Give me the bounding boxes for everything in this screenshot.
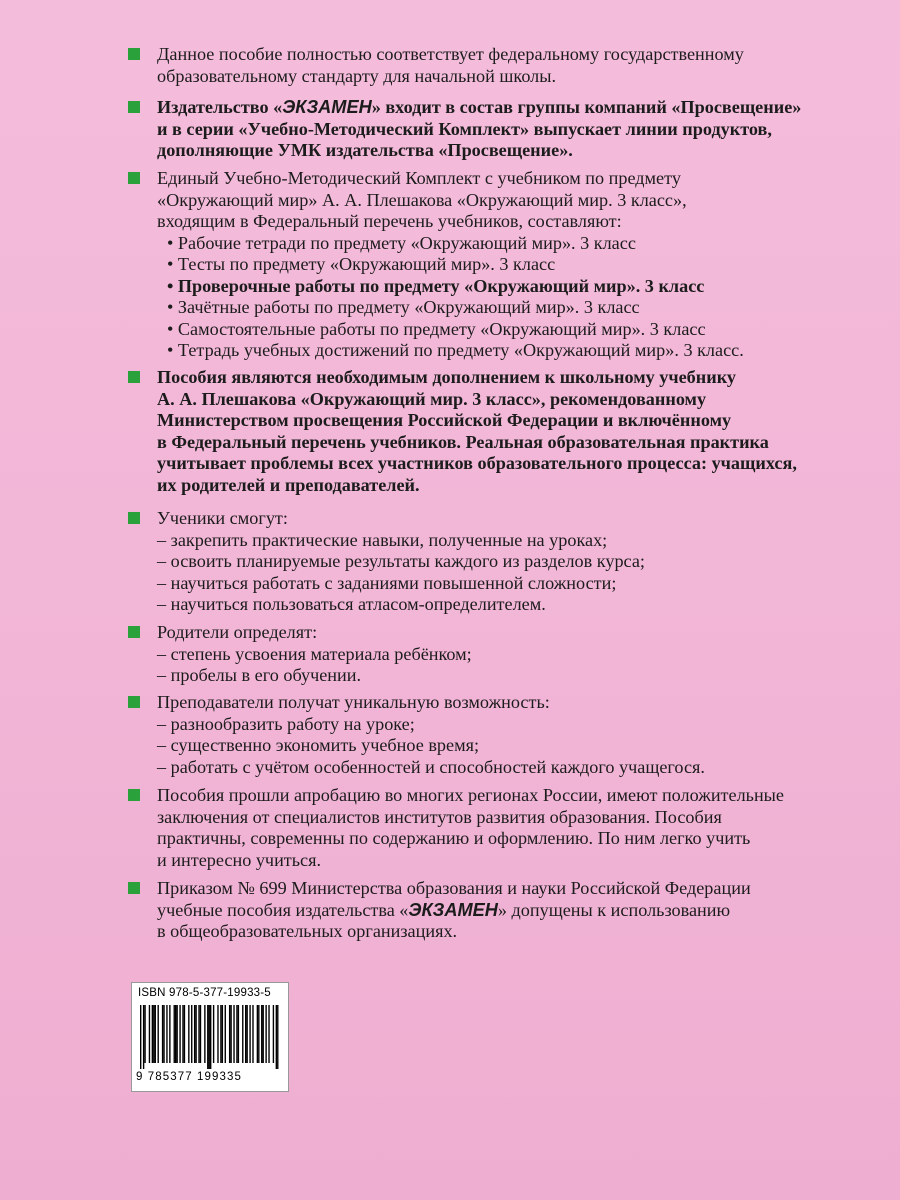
barcode-bar [163, 1005, 164, 1063]
barcode-bar [169, 1005, 170, 1063]
barcode-bar [245, 1005, 246, 1063]
barcode-bar [166, 1005, 167, 1063]
text-fragment: Издательство « [157, 97, 283, 117]
text-line: дополняющие УМК издательства «Просвещение». [157, 140, 573, 160]
barcode-bar [207, 1005, 208, 1069]
barcode-bar [249, 1005, 250, 1063]
text-line: практичны, современны по содержанию и оформлению. По ним легко учить [157, 828, 751, 848]
barcode-bar [276, 1005, 277, 1069]
section-parents [128, 622, 873, 687]
green-square-bullet-icon [128, 371, 140, 383]
barcode-bar [225, 1005, 226, 1063]
text-line: образовательному стандарту для начальной школы. [157, 65, 557, 86]
green-square-bullet-icon [128, 512, 140, 524]
list-item: • Тесты по предмету «Окружающий мир». 3 класс [167, 254, 556, 274]
barcode-bar [149, 1005, 150, 1063]
isbn-barcode [131, 982, 289, 1092]
section-order [128, 878, 873, 943]
barcode-bar [213, 1005, 214, 1063]
barcode-bar [268, 1005, 269, 1063]
barcode-bar [198, 1005, 199, 1063]
barcode-bar [182, 1005, 183, 1063]
barcode-bar [143, 1005, 144, 1069]
barcode-bar [273, 1005, 274, 1063]
section-umk [128, 168, 873, 362]
text-line: Пособия прошли апробацию во многих регионах России, имеют положительные [157, 785, 784, 805]
text-line: – степень усвоения материала ребёнком; [157, 643, 472, 664]
barcode-bar [220, 1005, 221, 1063]
text-line: и в серии «Учебно-Методический Комплект» выпускает линии продуктов, [157, 118, 772, 139]
barcode-bar [155, 1005, 156, 1063]
barcode-bar [162, 1005, 163, 1063]
barcode-bar [179, 1005, 180, 1063]
barcode-bar [257, 1005, 258, 1063]
green-square-bullet-icon [128, 48, 140, 60]
text-line: Данное пособие полностью соответствует федеральному государственному [157, 44, 744, 64]
barcode-bar [195, 1005, 196, 1063]
barcode-bar [229, 1005, 230, 1063]
barcode-bar [204, 1005, 205, 1063]
barcode-bar [261, 1005, 262, 1063]
text-line: «Окружающий мир» А. А. Плешакова «Окружающий мир. 3 класс», [157, 189, 687, 210]
barcode-bar [140, 1005, 141, 1069]
text-line: – работать с учётом особенностей и способностей каждого учащегося. [157, 756, 705, 777]
isbn-label: ISBN 978-5-377-19933-5 [138, 987, 271, 999]
text-line: – пробелы в его обучении. [157, 665, 362, 685]
section-supplement [128, 367, 873, 496]
barcode-bar [175, 1005, 176, 1063]
list-item-highlighted: • Проверочные работы по предмету «Окружающий мир». 3 класс [167, 275, 705, 296]
text-line: их родителей и преподавателей. [157, 474, 420, 495]
text-line: Преподаватели получат уникальную возможность: [157, 692, 550, 712]
section-students [128, 508, 873, 616]
barcode-bar [152, 1005, 153, 1063]
text-line: – разнообразить работу на уроке; [157, 713, 415, 734]
barcode-bar [217, 1005, 218, 1063]
text-line: А. А. Плешакова «Окружающий мир. 3 класс», рекомендованному [157, 388, 707, 409]
text-line: Приказом № 699 Министерства образования и науки Российской Федерации [157, 878, 751, 898]
barcode-bar [174, 1005, 175, 1063]
barcode-bar [258, 1005, 259, 1063]
barcode-bar [176, 1005, 177, 1063]
barcode-bars-icon [140, 1005, 280, 1069]
green-square-bullet-icon [128, 172, 140, 184]
barcode-bar [209, 1005, 210, 1069]
section-publisher [128, 97, 873, 162]
barcode-bar [252, 1005, 253, 1063]
barcode-bar [153, 1005, 154, 1063]
barcode-bar [233, 1005, 234, 1063]
text-line: в Федеральный перечень учебников. Реальная образовательная практика [157, 431, 769, 452]
green-square-bullet-icon [128, 882, 140, 894]
barcode-bar [188, 1005, 189, 1063]
text-line: – научиться работать с заданиями повышенной сложности; [157, 572, 617, 593]
text-line: Министерством просвещения Российской Федерации и включённому [157, 410, 732, 430]
barcode-bar [191, 1005, 192, 1063]
barcode-bar [246, 1005, 247, 1063]
section-approbation [128, 785, 873, 871]
text-line: – существенно экономить учебное время; [157, 735, 480, 755]
barcode-bar [184, 1005, 185, 1063]
barcode-digits: 9 785377 199335 [136, 1071, 243, 1083]
list-item: • Зачётные работы по предмету «Окружающий мир». 3 класс [167, 297, 640, 317]
text-line: – научиться пользоваться атласом-определителем. [157, 594, 546, 614]
list-item: • Самостоятельные работы по предмету «Окружающий мир». 3 класс [167, 318, 706, 339]
green-square-bullet-icon [128, 626, 140, 638]
text-line: учитывает проблемы всех участников образовательного процесса: учащихся, [157, 453, 797, 473]
barcode-bar [242, 1005, 243, 1063]
brand-ekzamen: ЭКЗАМЕН [408, 899, 498, 920]
barcode-bar [158, 1005, 159, 1063]
text-line: заключения от специалистов институтов развития образования. Пособия [157, 806, 722, 827]
barcode-bar [238, 1005, 239, 1063]
barcode-bar [144, 1005, 145, 1063]
barcode-bar [230, 1005, 231, 1063]
green-square-bullet-icon [128, 789, 140, 801]
green-square-bullet-icon [128, 101, 140, 113]
text-fragment: » входит в состав группы компаний «Просвещение» [371, 97, 802, 117]
barcode-bar [263, 1005, 264, 1063]
green-square-bullet-icon [128, 696, 140, 708]
text-line: – закрепить практические навыки, полученные на уроках; [157, 529, 608, 550]
text-line: Пособия являются необходимым дополнением к школьному учебнику [157, 367, 737, 387]
barcode-bar [194, 1005, 195, 1063]
barcode-bar [265, 1005, 266, 1063]
list-item: • Рабочие тетради по предмету «Окружающий мир». 3 класс [167, 232, 636, 253]
text-line: – освоить планируемые результаты каждого из разделов курса; [157, 551, 645, 571]
list-item: • Тетрадь учебных достижений по предмету «Окружающий мир». 3 класс. [167, 340, 744, 360]
barcode-bar [222, 1005, 223, 1063]
text-fragment: » допущены к использованию [497, 899, 731, 920]
section-teachers [128, 692, 873, 778]
barcode-bar [236, 1005, 237, 1063]
barcode-bar [277, 1005, 278, 1069]
barcode-bar [210, 1005, 211, 1069]
section-standard [128, 44, 873, 87]
text-line: входящим в Федеральный перечень учебников, составляют: [157, 211, 622, 231]
brand-ekzamen: ЭКЗАМЕН [282, 97, 372, 117]
text-line: и интересно учиться. [157, 849, 322, 870]
text-fragment: учебные пособия издательства « [157, 899, 409, 920]
text-line: Ученики смогут: [157, 508, 288, 528]
text-line: Единый Учебно-Методический Комплект с учебником по предмету [157, 168, 681, 188]
text-line: в общеобразовательных организациях. [157, 921, 458, 941]
barcode-bar [200, 1005, 201, 1063]
text-line: Родители определят: [157, 622, 318, 642]
